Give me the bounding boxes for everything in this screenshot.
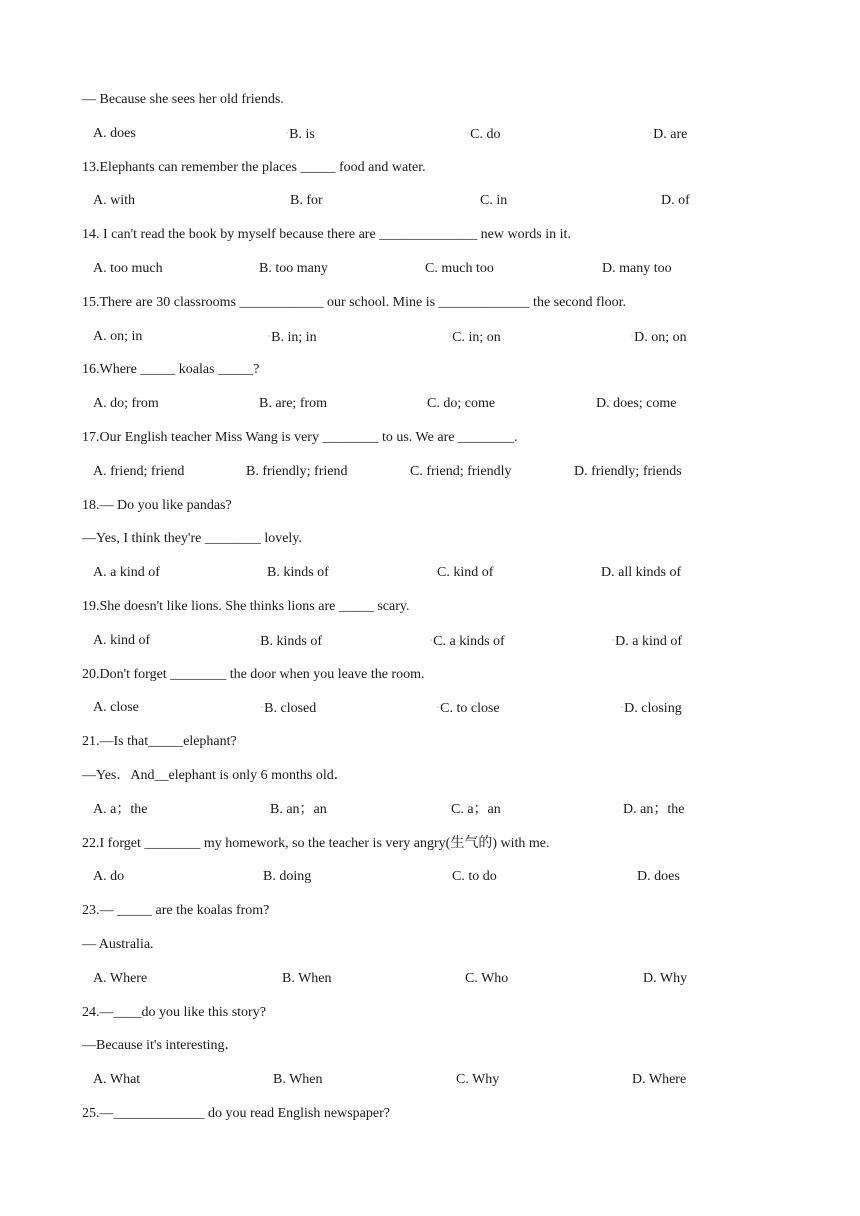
option-d[interactable] (631, 328, 687, 347)
answer-options (0, 1071, 700, 1089)
question-reply-line: — Australia. (82, 937, 154, 952)
question-reply-line: —Yes, I think they're ________ lovely. (82, 531, 302, 547)
question-stem: 15.There are 30 classrooms ____________ our school. Mine is _____________ the second floor. (82, 294, 626, 310)
option-a[interactable] (93, 970, 147, 988)
option-marker-icon: ▫ (286, 130, 289, 137)
option-marker-icon: ▫ (621, 705, 624, 712)
option-text: C. in (480, 193, 508, 209)
option-text: D. many too (602, 261, 672, 276)
option-marker-icon: ▫ (467, 130, 470, 137)
option-c[interactable] (467, 125, 500, 144)
option-text: C. much too (425, 261, 494, 276)
option-b[interactable] (246, 463, 347, 481)
option-d[interactable] (621, 699, 682, 718)
option-text: C. do (470, 126, 501, 142)
option-text: A. with (93, 193, 135, 209)
option-marker-icon: ▫ (612, 637, 615, 644)
option-b[interactable] (268, 328, 317, 347)
option-text: D. on; on (634, 329, 687, 345)
option-c[interactable] (451, 801, 501, 819)
option-text: D. all kinds of (601, 565, 682, 581)
answer-options (0, 463, 700, 481)
question-reply-line: —Because it's interesting． (82, 1038, 239, 1054)
option-text: B. When (282, 970, 332, 986)
option-a[interactable] (93, 564, 160, 582)
option-marker-icon: ▫ (437, 705, 440, 712)
option-a[interactable] (93, 328, 142, 346)
option-text: D. Why (643, 970, 688, 986)
option-b[interactable] (290, 192, 323, 210)
option-text: A. Where (93, 970, 148, 986)
option-b[interactable] (259, 260, 328, 278)
option-c[interactable] (465, 970, 508, 988)
answer-options (0, 970, 700, 988)
option-text: A. on; in (93, 328, 143, 344)
option-text: B. an；an (270, 801, 327, 817)
answer-options (0, 328, 700, 346)
option-d[interactable] (602, 260, 672, 278)
option-a[interactable] (93, 632, 150, 650)
option-text: D. friendly; friends (574, 463, 682, 479)
option-text: D. an；the (623, 801, 685, 817)
option-b[interactable] (257, 632, 322, 651)
option-text: C. a；an (451, 801, 501, 817)
option-b[interactable] (286, 125, 315, 144)
question-stem: 24.—____do you like this story? (82, 1004, 266, 1020)
option-text: D. does (637, 869, 680, 885)
option-text: A. a；the (93, 801, 148, 817)
option-c[interactable] (452, 868, 497, 886)
option-d[interactable] (661, 192, 690, 210)
option-marker-icon: ▫ (268, 333, 271, 340)
question-stem: — Because she sees her old friends. (82, 92, 284, 107)
option-text: D. closing (624, 701, 682, 717)
option-c[interactable] (437, 699, 500, 718)
option-text: D. of (661, 193, 690, 209)
option-text: D. a kind of (615, 633, 683, 649)
question-stem: 18.— Do you like pandas? (82, 497, 232, 513)
option-b[interactable] (282, 970, 332, 988)
option-d[interactable] (612, 632, 682, 651)
option-a[interactable] (93, 699, 139, 717)
option-c[interactable] (437, 564, 493, 582)
option-text: B. is (289, 126, 315, 142)
question-stem: 19.She doesn't like lions. She thinks lions are _____ scary. (82, 599, 410, 614)
option-text: C. friend; friendly (410, 463, 512, 479)
option-text: D. does; come (596, 396, 677, 412)
option-d[interactable] (637, 868, 680, 886)
option-text: C. Who (465, 970, 509, 986)
option-marker-icon: ▫ (449, 333, 452, 340)
option-b[interactable] (270, 801, 327, 819)
option-c[interactable] (425, 260, 494, 278)
answer-options (0, 395, 700, 413)
option-text: D. Where (632, 1072, 687, 1088)
option-a[interactable] (93, 192, 135, 210)
option-a[interactable] (93, 260, 163, 278)
option-a[interactable] (93, 463, 184, 481)
option-text: B. too many (259, 261, 328, 276)
option-text: A. do; from (93, 396, 159, 412)
option-b[interactable] (259, 395, 327, 413)
option-text: A. do (93, 869, 125, 885)
answer-options (0, 632, 700, 650)
option-text: C. to close (440, 701, 500, 717)
option-a[interactable] (93, 395, 159, 413)
option-c[interactable] (427, 395, 495, 413)
option-text: B. friendly; friend (246, 463, 348, 479)
question-stem: 16.Where _____ koalas _____? (82, 362, 260, 378)
option-b[interactable] (267, 564, 329, 582)
option-text: A. friend; friend (93, 463, 185, 479)
question-stem: 20.Don't forget ________ the door when you leave the room. (82, 666, 425, 682)
question-stem: 25.—_____________ do you read English newspaper? (82, 1106, 390, 1121)
option-text: B. kinds of (267, 565, 329, 581)
option-marker-icon: ▫ (261, 705, 264, 712)
option-marker-icon: ▫ (257, 637, 260, 644)
option-text: A. too much (93, 261, 163, 276)
option-text: B. are; from (259, 396, 328, 412)
option-b[interactable] (273, 1071, 323, 1089)
question-stem: 23.— _____ are the koalas from? (82, 903, 270, 919)
option-d[interactable] (601, 564, 681, 582)
answer-options (0, 868, 700, 886)
option-marker-icon: ▫ (631, 333, 634, 340)
option-a[interactable] (93, 868, 124, 886)
option-text: B. for (290, 193, 323, 209)
question-stem: 17.Our English teacher Miss Wang is very ________ to us. We are ________. (82, 430, 518, 445)
question-stem: 22.I forget ________ my homework, so the teacher is very angry(生气的) with me. (82, 835, 550, 851)
option-text: C. do; come (427, 396, 496, 412)
answer-options (0, 564, 700, 582)
option-d[interactable] (596, 395, 676, 413)
option-b[interactable] (261, 699, 316, 718)
option-text: C. in; on (452, 329, 501, 345)
option-marker-icon: ▫ (650, 130, 653, 137)
answer-options (0, 260, 700, 278)
option-c[interactable] (410, 463, 511, 481)
option-text: B. kinds of (260, 633, 322, 649)
option-d[interactable] (643, 970, 687, 988)
question-stem: 21.—Is that_____elephant? (82, 734, 237, 750)
option-c[interactable] (430, 632, 505, 651)
question-stem: 14. I can't read the book by myself because there are ______________ new words in it. (82, 227, 571, 243)
answer-options (0, 192, 700, 210)
answer-options (0, 699, 700, 717)
option-text: A. What (93, 1072, 141, 1088)
option-text: A. kind of (93, 632, 151, 648)
answer-options (0, 125, 700, 143)
option-text: B. doing (263, 869, 312, 885)
option-text: A. close (93, 700, 139, 716)
option-text: C. to do (452, 869, 497, 885)
option-text: A. does (93, 125, 136, 141)
option-a[interactable] (93, 1071, 140, 1089)
question-stem: 13.Elephants can remember the places _____ food and water. (82, 159, 426, 175)
option-d[interactable] (574, 463, 682, 481)
option-text: B. closed (264, 701, 317, 717)
option-a[interactable] (93, 801, 147, 819)
question-reply-line: —Yes．And__elephant is only 6 months old． (82, 768, 348, 783)
option-marker-icon: ▫ (430, 637, 433, 644)
option-d[interactable] (623, 801, 684, 819)
option-d[interactable] (632, 1071, 686, 1089)
option-text: C. a kinds of (433, 633, 505, 649)
answer-options (0, 801, 700, 819)
option-text: D. are (653, 126, 688, 142)
option-a[interactable] (93, 125, 136, 143)
option-d[interactable] (650, 125, 687, 144)
option-b[interactable] (263, 868, 311, 886)
option-c[interactable] (480, 192, 507, 210)
option-text: C. kind of (437, 565, 494, 581)
option-c[interactable] (449, 328, 501, 347)
option-text: A. a kind of (93, 565, 160, 581)
option-text: B. When (273, 1072, 323, 1088)
option-text: B. in; in (271, 329, 317, 345)
option-text: C. Why (456, 1072, 500, 1088)
option-c[interactable] (456, 1071, 499, 1089)
